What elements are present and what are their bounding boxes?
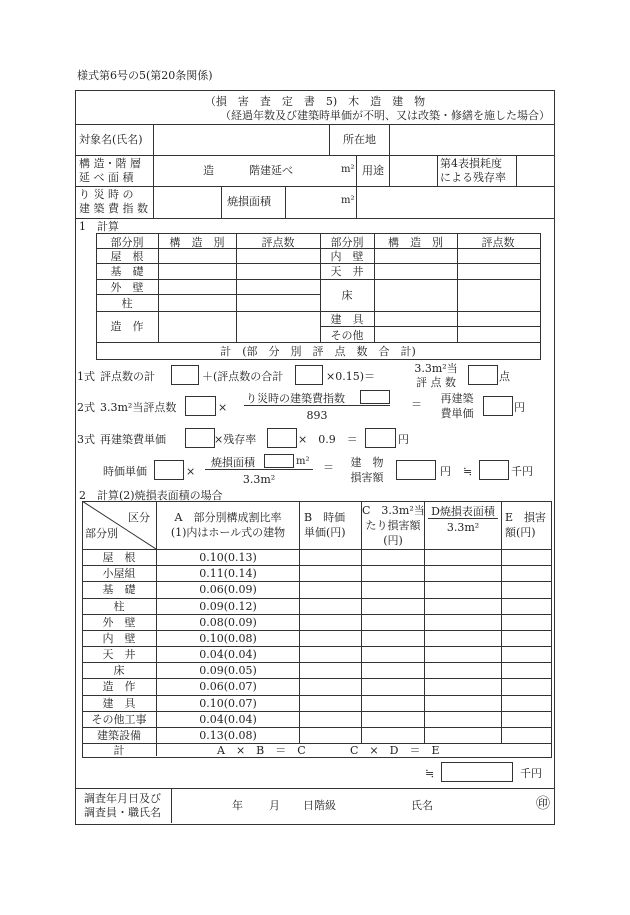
calc2-sen-yen: 千円 [520, 767, 542, 780]
calc2-col-b-2: 単価(円) [304, 526, 346, 539]
calc1-part-ceiling: 天 井 [330, 265, 364, 278]
calc2-col-d-1: D焼損表面積 [431, 505, 495, 518]
calc1-header-part-left: 部分別 [110, 236, 144, 249]
formula4-market-price-input[interactable] [154, 460, 184, 480]
calc2-approx: ≒ [425, 767, 435, 780]
formula2-result-label-2: 費単価 [440, 407, 474, 420]
calc2-row-ratio: 0.10(0.07) [199, 696, 257, 710]
calc2-row-ratio: 0.06(0.09) [199, 583, 257, 597]
footer-year: 年 [232, 799, 243, 812]
calc1-header-part-right: 部分別 [330, 236, 364, 249]
formula3-residual-label: ×残存率 [214, 433, 257, 446]
formula2-index-input[interactable] [360, 390, 390, 404]
calc2-approx-input[interactable] [441, 762, 513, 782]
calc2-row-part: 建築設備 [97, 728, 141, 742]
formula3-label: 3式 [77, 433, 95, 446]
formula2-times: × [218, 401, 228, 414]
formula1-unit: 点 [499, 370, 510, 383]
formula2-result-label-1: 再建築 [440, 392, 474, 405]
formula1-label: 1式 [77, 370, 95, 383]
calc2-total-formula-2: C × D ＝ E [350, 744, 440, 757]
formula3-unit-cost-input[interactable] [185, 428, 215, 448]
area-unit: m² [341, 164, 355, 175]
location-input[interactable] [392, 127, 550, 151]
calc2-heading: 2 計算(2)焼損表面積の場合 [79, 489, 223, 502]
formula2-unit: 円 [514, 401, 525, 414]
calc2-row-part: 外 壁 [102, 615, 136, 629]
formula2-equals: ＝ [411, 398, 422, 411]
formula4-equals: ＝ [323, 461, 334, 474]
footer-name-label: 氏名 [411, 799, 433, 812]
index-label-1: り 災 時 の [79, 188, 134, 201]
formula4-sen-yen: 千円 [511, 465, 533, 478]
subject-label: 対象名(氏名) [79, 133, 143, 146]
formula3-residual-input[interactable] [267, 428, 297, 448]
calc1-part-foundation: 基 礎 [110, 265, 144, 278]
footer-month: 月 [269, 799, 280, 812]
calc2-col-d-2: 3.3m² [446, 521, 480, 534]
formula4-result-label-2: 損害額 [350, 471, 384, 484]
formula1-score-total-input[interactable] [171, 365, 199, 385]
use-label: 用途 [362, 164, 384, 177]
formula1-result-label-1: 3.3m²当 [414, 362, 458, 375]
calc1-part-other: その他 [330, 329, 364, 342]
footer-label-2: 調査員・職氏名 [84, 806, 161, 819]
form-number: 様式第6号の5(第20条関係) [77, 69, 213, 82]
structure-label-1: 構 造・階 層 [79, 157, 141, 170]
calc2-col-a-2: (1)内はホール式の建物 [170, 526, 286, 539]
calc2-row-part: 屋 根 [102, 551, 136, 564]
formula4-area-unit: m² [296, 456, 310, 467]
calc2-col-e-2: 額(円) [505, 526, 536, 539]
formula2-numerator-label: り災時の建築費指数 [246, 392, 345, 405]
footer-day-rank: 日階級 [303, 799, 336, 812]
calc2-corner-bottom: 部分別 [85, 527, 118, 540]
calc2-row-part: その他工事 [91, 712, 147, 726]
calc2-row-part: 内 壁 [102, 631, 136, 645]
footer-seal: ㊞ [536, 796, 550, 812]
calc2-row-ratio: 0.08(0.09) [199, 615, 257, 629]
index-label-2: 建 築 費 指 数 [79, 202, 148, 215]
formula4-approx: ≒ [463, 465, 473, 478]
residual-label-1: 第4表損耗度 [440, 157, 502, 170]
formula4-times: × [186, 465, 196, 478]
formula1-result-input[interactable] [468, 365, 498, 385]
formula4-numerator-label: 焼損面積 [211, 456, 255, 469]
calc2-corner-top: 区分 [128, 511, 150, 524]
calc1-part-interior-wall: 内 壁 [330, 250, 364, 263]
formula1-result-label-2: 評 点 数 [416, 376, 456, 389]
zou-label: 造 [203, 164, 214, 177]
calc1-part-fixtures: 造 作 [110, 320, 144, 333]
calc2-col-c-1: C 3.3m²当 [362, 504, 425, 517]
calc2-col-c-2: たり損害額 [365, 519, 421, 532]
calc2-row-ratio: 0.11(0.14) [199, 567, 257, 581]
structure-label-2: 延 べ 面 積 [79, 171, 134, 184]
calc2-col-c-3: (円) [383, 534, 403, 547]
calc1-header-structure-left: 構 造 別 [169, 236, 225, 249]
formula2-label: 2式 [77, 401, 95, 414]
calc2-row-ratio: 0.10(0.08) [199, 631, 257, 645]
calc2-row-ratio: 0.06(0.07) [199, 680, 257, 694]
formula1-score-total-label: 評点数の計 [100, 370, 155, 383]
burned-area-label: 焼損面積 [227, 195, 271, 208]
calc2-total-formula-1: A × B ＝ C [217, 744, 306, 757]
formula2-score-label: 3.3m²当評点数 [100, 401, 177, 414]
calc2-row-part: 小屋組 [102, 567, 136, 581]
calc1-part-fittings: 建 具 [330, 313, 364, 326]
calc2-col-b-1: B 時価 [304, 511, 346, 524]
calc2-row-ratio: 0.09(0.05) [199, 664, 257, 678]
header-title: （損 害 査 定 書 5) 木 造 建 物 [204, 95, 426, 108]
formula1-factor-label: ×0.15)＝ [326, 370, 376, 383]
calc2-row-ratio: 0.10(0.13) [199, 551, 257, 564]
formula3-unit-cost-label: 再建築費単価 [100, 433, 166, 446]
formula1-score-sum-input[interactable] [295, 365, 323, 385]
calc2-row-part: 柱 [113, 599, 125, 613]
formula4-burned-area-input[interactable] [264, 454, 294, 468]
footer-label-1: 調査年月日及び [84, 792, 161, 805]
header-subtitle: （経過年数及び建築時単価が不明、又は改築・修繕を施した場合） [220, 109, 550, 122]
calc2-row-ratio: 0.04(0.04) [199, 712, 257, 726]
formula2-score-input[interactable] [185, 396, 216, 416]
formula4-damage-input[interactable] [396, 460, 436, 480]
calc1-table [96, 233, 541, 360]
calc1-part-floor: 床 [341, 289, 353, 302]
formula4-market-price-label: 時価単価 [103, 465, 147, 478]
calc2-row-part: 基 礎 [102, 583, 136, 597]
formula4-approx-input[interactable] [479, 460, 509, 480]
calc2-row-part: 建 具 [102, 696, 136, 710]
calc2-col-e-1: E 損害 [505, 511, 547, 524]
calc2-corner-diagonal [82, 501, 156, 549]
calc2-row-part: 床 [113, 664, 125, 678]
calc2-col-a-1: A 部分別構成割比率 [174, 511, 282, 524]
calc1-part-pillar: 柱 [121, 297, 133, 310]
subject-input[interactable] [156, 127, 326, 151]
formula2-denominator: 893 [306, 409, 328, 422]
calc2-row-part: 造 作 [102, 680, 136, 694]
location-label: 所在地 [343, 133, 376, 146]
calc1-heading: 1 計算 [79, 220, 119, 233]
calc1-part-exterior-wall: 外 壁 [110, 281, 144, 294]
formula4-denominator: 3.3m² [242, 473, 276, 486]
formula2-result-input[interactable] [483, 396, 513, 416]
calc1-header-score-left: 評点数 [261, 236, 295, 249]
calc1-header-structure-right: 構 造 別 [388, 236, 443, 249]
formula4-yen: 円 [440, 465, 451, 478]
formula3-unit: 円 [398, 433, 409, 446]
calc2-row-part: 天 井 [102, 648, 136, 662]
floors-total-label: 階建延べ [249, 164, 293, 177]
formula4-result-label-1: 建 物 [350, 456, 384, 469]
calc1-part-roof: 屋 根 [110, 250, 144, 263]
calc2-row-ratio: 0.04(0.04) [199, 648, 257, 662]
formula3-factor-label: × 0.9 ＝ [298, 433, 358, 446]
calc1-total-label: 計 (部 分 別 評 点 数 合 計) [220, 345, 416, 358]
calc2-total-label: 計 [113, 744, 125, 757]
residual-label-2: による残存率 [440, 171, 506, 184]
calc2-row-ratio: 0.13(0.08) [199, 728, 257, 742]
formula3-result-input[interactable] [365, 428, 396, 448]
calc2-row-ratio: 0.09(0.12) [199, 599, 257, 613]
calc1-header-score-right: 評点数 [481, 236, 515, 249]
burned-area-unit: m² [341, 195, 355, 206]
formula1-plus-label: ＋(評点数の合計 [202, 370, 284, 383]
